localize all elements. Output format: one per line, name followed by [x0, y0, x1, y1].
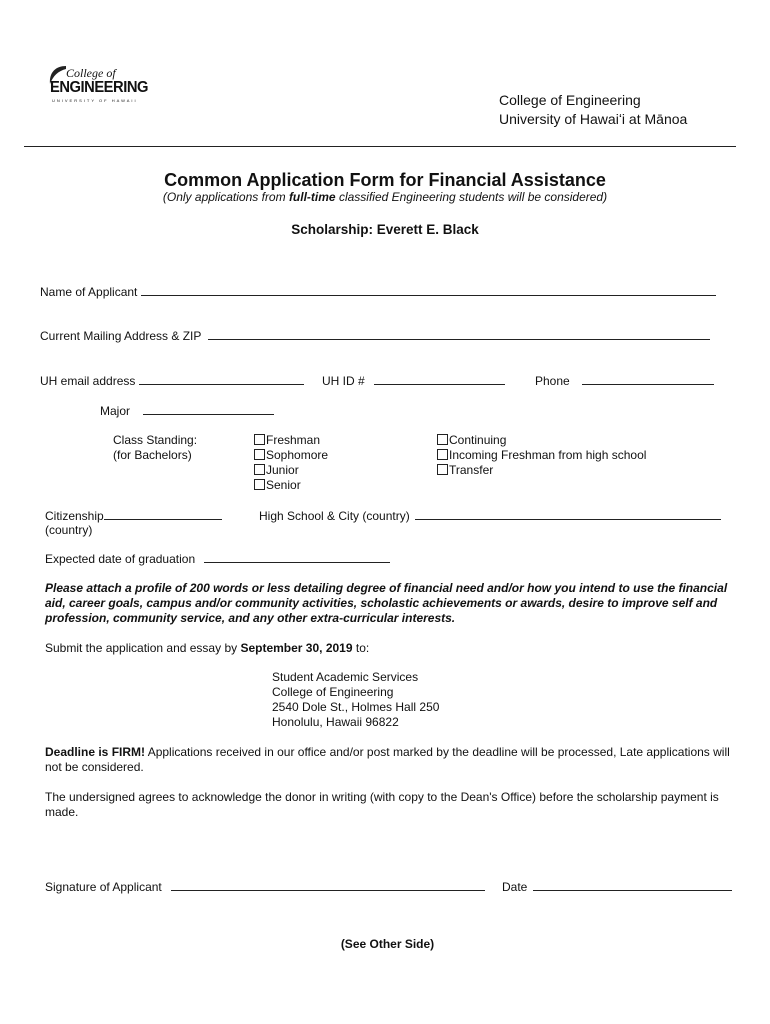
freshman-checkbox[interactable]: [254, 434, 265, 445]
address-line: Student Academic Services: [272, 670, 419, 684]
address-label: Current Mailing Address & ZIP: [40, 329, 202, 343]
option-label: Incoming Freshman from high school: [449, 448, 647, 462]
phone-label: Phone: [535, 374, 570, 388]
high-school-row: [259, 508, 721, 524]
graduation-label: Expected date of graduation: [45, 552, 196, 566]
logo-engineering: ENGINEERING: [50, 79, 148, 96]
senior-checkbox[interactable]: [254, 479, 265, 490]
option-label: Senior: [266, 478, 301, 492]
email-field[interactable]: [139, 373, 304, 385]
submit-pre: Submit the application and essay by: [45, 641, 241, 655]
deadline-bold: Deadline is FIRM!: [45, 745, 146, 759]
name-row: [40, 284, 730, 300]
continuing-checkbox[interactable]: [437, 434, 448, 445]
college-logo: [46, 64, 148, 106]
transfer-checkbox[interactable]: [437, 464, 448, 475]
acknowledgement: The undersigned agrees to acknowledge the donor in writing (with copy to the Dean's Office) before the scholarship payment is made.: [45, 790, 719, 819]
form-subtitle: [0, 190, 770, 204]
email-label: UH email address: [40, 374, 136, 388]
class-options-right: [437, 433, 646, 478]
option-label: Transfer: [449, 463, 494, 477]
signature-label: Signature of Applicant: [45, 880, 162, 894]
mailing-address-block: [272, 670, 439, 730]
name-label: Name of Applicant: [40, 285, 138, 299]
major-field[interactable]: [143, 403, 274, 415]
signature-field[interactable]: [171, 879, 485, 891]
see-other-side: (See Other Side): [340, 937, 435, 951]
form-title: Common Application Form for Financial Assistance: [164, 170, 606, 190]
phone-field[interactable]: [582, 373, 714, 385]
header-line-college: College of Engineering: [499, 92, 641, 108]
for-bachelors-label: (for Bachelors): [113, 448, 192, 462]
name-field[interactable]: [141, 284, 716, 296]
deadline-notice: [45, 745, 733, 775]
option-junior[interactable]: [254, 463, 328, 478]
high-school-field[interactable]: [415, 508, 721, 520]
header-divider: [24, 146, 736, 147]
class-options-left: [254, 433, 328, 493]
subtitle-post: classified Engineering students will be considered): [335, 190, 608, 204]
option-sophomore[interactable]: [254, 448, 328, 463]
header-line-university: University of Hawaiʻi at Mānoa: [499, 111, 688, 127]
citizenship-country-label: (country): [45, 523, 93, 537]
scholarship-name: Scholarship: Everett E. Black: [291, 222, 479, 237]
date-field[interactable]: [533, 879, 732, 891]
junior-checkbox[interactable]: [254, 464, 265, 475]
date-row: [502, 879, 732, 895]
option-incoming-freshman[interactable]: [437, 448, 646, 463]
graduation-row: [45, 551, 390, 567]
citizenship-field[interactable]: [104, 508, 222, 520]
submit-date: September 30, 2019: [240, 641, 353, 655]
option-continuing[interactable]: [437, 433, 646, 448]
graduation-field[interactable]: [204, 551, 390, 563]
option-label: Continuing: [449, 433, 507, 447]
date-label: Date: [502, 880, 528, 894]
header-institution: [499, 91, 687, 129]
essay-instructions: Please attach a profile of 200 words or less detailing degree of financial need and/or how you intend to use the financial aid, career goals, campus and/or community activities, scholastic achievements or awards, desire to improve self and profession, community service, and any other extra-curricular interests.: [45, 581, 728, 625]
address-line: 2540 Dole St., Holmes Hall 250: [272, 700, 440, 714]
citizenship-label: Citizenship: [45, 509, 104, 523]
signature-row: [45, 879, 485, 895]
address-line: Honolulu, Hawaii 96822: [272, 715, 399, 729]
option-label: Junior: [266, 463, 299, 477]
phone-row: [535, 373, 714, 389]
option-label: Freshman: [266, 433, 321, 447]
option-transfer[interactable]: [437, 463, 646, 478]
incoming-freshman-checkbox[interactable]: [437, 449, 448, 460]
option-senior[interactable]: [254, 478, 328, 493]
option-freshman[interactable]: [254, 433, 328, 448]
email-row: [40, 373, 304, 389]
sophomore-checkbox[interactable]: [254, 449, 265, 460]
submit-instructions: [45, 641, 369, 656]
subtitle-bold: full-time: [288, 190, 336, 204]
address-row: [40, 328, 730, 344]
option-label: Sophomore: [266, 448, 329, 462]
deadline-text: Applications received in our office and/or post marked by the deadline will be processed, Late applications will not be considered.: [45, 745, 730, 774]
subtitle-pre: (Only applications from: [162, 190, 289, 204]
citizenship-row: [45, 508, 222, 524]
logo-college-of: College of: [66, 66, 116, 80]
class-standing-label: Class Standing:: [113, 433, 198, 447]
uh-id-label: UH ID #: [322, 374, 365, 388]
uh-id-field[interactable]: [374, 373, 505, 385]
address-line: College of Engineering: [272, 685, 394, 699]
major-label: Major: [100, 404, 131, 418]
address-field[interactable]: [208, 328, 710, 340]
major-row: [100, 403, 274, 419]
high-school-label: High School & City (country): [259, 509, 410, 523]
submit-post: to:: [352, 641, 370, 655]
uh-id-row: [322, 373, 505, 389]
logo-university: UNIVERSITY OF HAWAII: [52, 98, 138, 103]
